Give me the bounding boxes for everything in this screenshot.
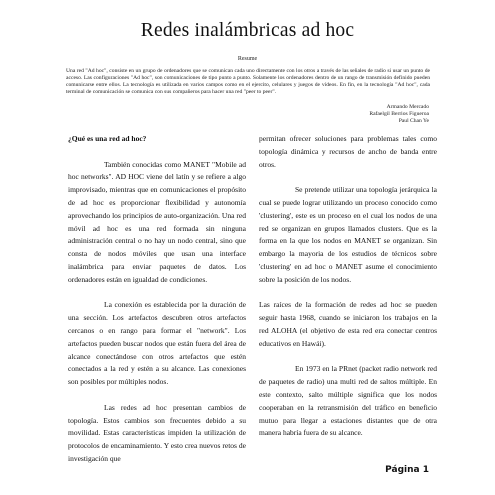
author-name: Armando Mercado bbox=[386, 104, 429, 110]
body-paragraph: En 1973 en la PRnet (packet radio network red de paquetes de radio) una multi red de saltos múltiple. En este contexto, salto múltiple significa que los nodos cooperaban en la retransmisión del tráfico en beneficio mutuo para llegar a estaciones distantes que de otra manera habría fuera de su alcance. bbox=[259, 364, 437, 438]
section-heading: ¿Qué es una red ad hoc? bbox=[68, 134, 147, 143]
author-name: Paul Chan Ye bbox=[398, 118, 429, 125]
body-paragraph: Las redes ad hoc presentan cambios de topología. Estos cambios son frecuentes debido a su movilidad. Estas características impiden la utilización de protocolos de encaminamiento. Y esto crea nuevos retos de investigación que bbox=[68, 402, 246, 463]
author-name: Rafaelgil Berrios Figueroa bbox=[369, 111, 429, 118]
abstract-text: Una red "Ad hoc", consiste en un grupo de ordenadores que se comunican cada uno directamente con los otros a través de las señales de radio si usar un punto de acceso. Las configuraciones "Ad hoc", son comunicaciones de tipo punto a punto. Solamente los ordenadores dentro de un rango de transmisión definido pueden comunicarse entre ellos. La tecnología es utilizada en varios campos como en el ejercito, celulares y juegos de vídeos. En fin, en la tecnología "Ad hoc", cada terminal de comunicación se comunica con sus compañeros para hacer una red "peer to peer". bbox=[66, 68, 430, 95]
abstract-heading: Resume bbox=[237, 56, 258, 62]
left-column bbox=[68, 133, 246, 466]
document-title: Redes inalámbricas ad hoc bbox=[140, 20, 355, 41]
right-column bbox=[259, 133, 437, 440]
author-list bbox=[229, 104, 429, 126]
page-number: Página 1 bbox=[385, 465, 429, 475]
body-paragraph: La conexión es establecida por la duración de una sección. Los artefactos descubren otros artefactos cercanos o en rango para formar el "network". Los artefactos pueden buscar nodos que están fuera del área de alcance conectándose con otros artefactos que estén conectados a la red y estén a su alcance. Las conexiones son posibles por múltiples nodos. bbox=[68, 300, 246, 387]
body-paragraph: También conocidas como MANET "Mobile ad hoc networks". AD HOC viene del latín y se refiere a algo improvisado, mientras que en comunicaciones el propósito de ad hoc es proporcionar flexibilidad y autonomía aprovechando los principios de auto-organización. Una red móvil ad hoc es una red formada sin ninguna administración central o no hay un nodo central, sino que consta de nodos móviles que usan una interface inalámbrica para enviar paquetes de datos. Los ordenadores están en igualdad de condiciones. bbox=[68, 159, 246, 284]
body-paragraph: permitan ofrecer soluciones para problemas tales como topología dinámica y recursos de ancho de banda entre otros. bbox=[259, 134, 437, 169]
body-paragraph: Las raíces de la formación de redes ad hoc se pueden seguir hasta 1968, cuando se iniciaron los trabajos en la red ALOHA (el objetivo de esta red era conectar centros educativos en Hawái). bbox=[259, 300, 437, 348]
body-paragraph: Se pretende utilizar una topología jerárquica la cual se puede lograr utilizando un proceso conocido como 'clustering', este es un proceso en el cual los nodos de una red se organizan en grupos llamados clusters. Que es la forma en la que los nodos en MANET se organizan. Sin embargo la mayoria de los estudios de técnicos sobre 'clustering' en ad hoc o MANET asume el conocimiento sobre la posición de los nodos. bbox=[259, 185, 437, 284]
